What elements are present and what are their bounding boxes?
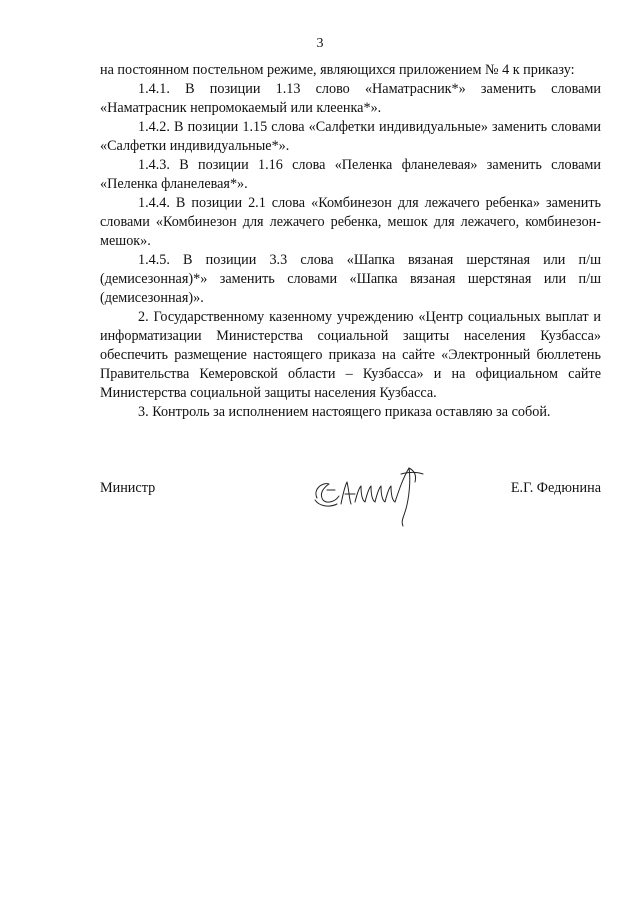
paragraph-2: 2. Государственному казенному учреждению «Центр социальных выплат и информатизации Министерства социальной защиты населения Кузбасса» обеспечить размещение настоящего приказа на сайте «Электронный бюллетень Правительства Кемеровской области – Кузбасса» и на официальном сайте Министерства социальной защиты населения Кузбасса.: [100, 309, 601, 401]
signatory-name: Е.Г. Федюнина: [510, 480, 601, 496]
paragraph-1-4-5: 1.4.5. В позиции 3.3 слова «Шапка вязаная шерстяная или п/ш (демисезонная)*» заменить словами «Шапка вязаная шерстяная или п/ш (демисезонная)».: [100, 252, 601, 306]
paragraph-1-4-2: 1.4.2. В позиции 1.15 слова «Салфетки индивидуальные» заменить словами «Салфетки индивидуальные*».: [100, 119, 601, 154]
signatory-title: Министр: [100, 480, 156, 496]
paragraph-1-4-4: 1.4.4. В позиции 2.1 слова «Комбинезон для лежачего ребенка» заменить словами «Комбинезон для лежачего ребенка, мешок для лежачего, комбинезон-мешок».: [100, 195, 601, 249]
paragraph-1-4-1: 1.4.1. В позиции 1.13 слово «Наматрасник*» заменить словами «Наматрасник непромокаемый или клеенка*».: [100, 81, 601, 116]
document-body: [100, 61, 601, 422]
signature-block: [100, 470, 601, 530]
handwritten-signature: [305, 460, 435, 530]
paragraph-intro: на постоянном постельном режиме, являющихся приложением № 4 к приказу:: [100, 62, 575, 78]
paragraph-1-4-3: 1.4.3. В позиции 1.16 слова «Пеленка фланелевая» заменить словами «Пеленка фланелевая*».: [100, 157, 601, 192]
paragraph-3: 3. Контроль за исполнением настоящего приказа оставляю за собой.: [138, 404, 551, 420]
page-number: 3: [316, 36, 324, 51]
